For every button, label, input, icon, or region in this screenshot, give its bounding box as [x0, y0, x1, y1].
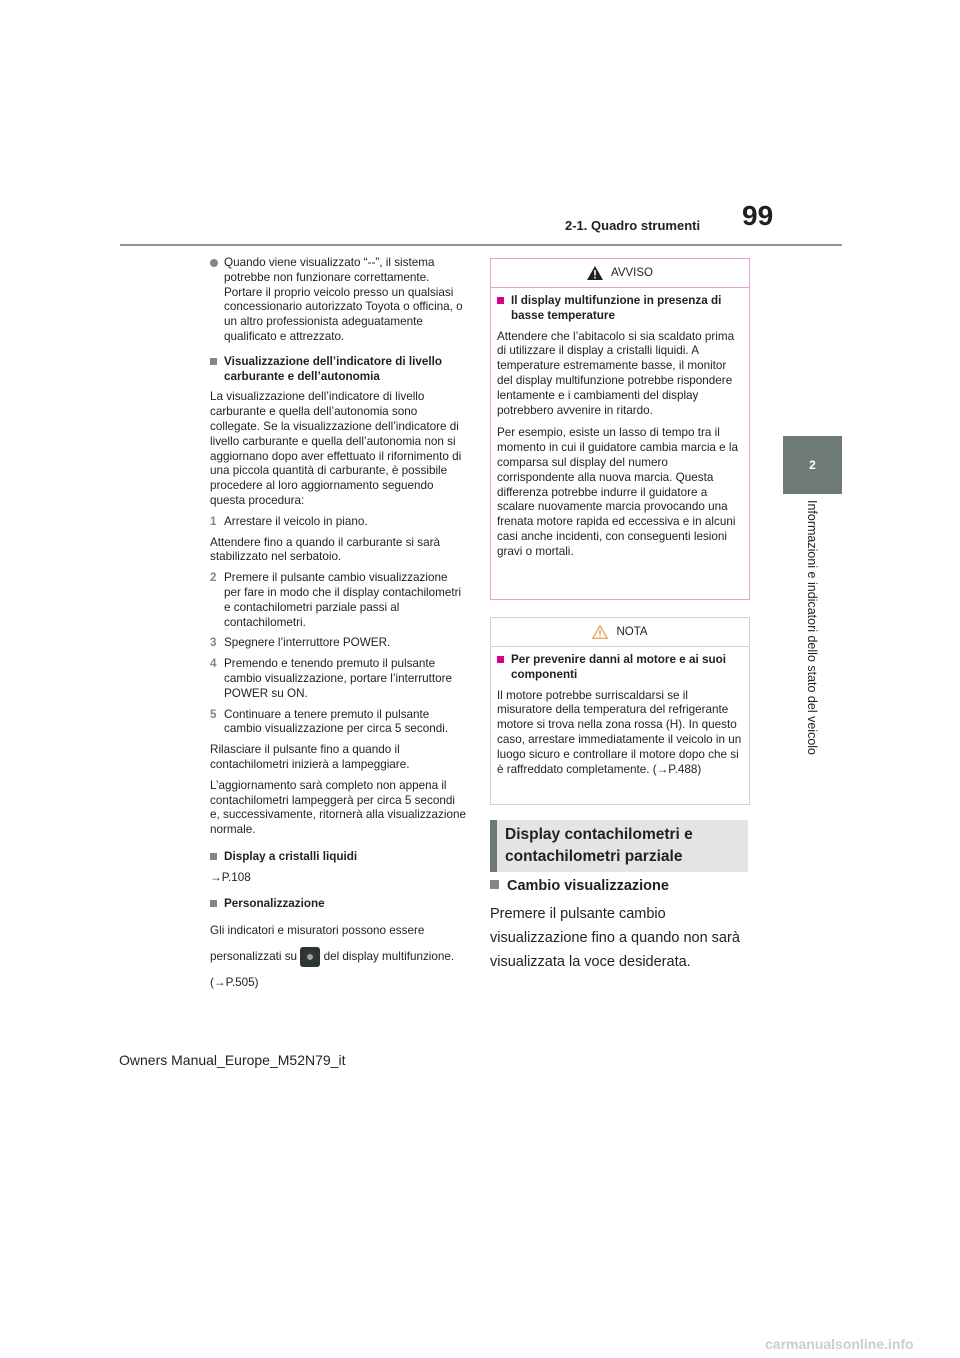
bullet-dot-icon	[210, 259, 218, 267]
header-divider	[120, 244, 842, 246]
step-item	[210, 515, 466, 530]
bullet-text: Quando viene visualizzato “--”, il sistema potrebbe non funzionare correttamente. Portare il proprio veicolo presso un qualsiasi concessionario autorizzato Toyota o officina, o un altro professionista adeguatamente qualificato e attrezzato.	[224, 256, 463, 343]
square-bullet-icon	[497, 297, 504, 304]
step-number: 2	[210, 571, 217, 585]
warning-box	[490, 258, 750, 600]
paragraph-custom	[210, 918, 466, 996]
step-number: 3	[210, 636, 217, 650]
paragraph: La visualizzazione dell’indicatore di livello carburante e quella dell’autonomia sono collegate. Se la visualizzazione dell’indicatore di livello carburante e quella dell’autonomia non si aggiornano dopo aver effettuato il rifornimento di una piccola quantità di carburante, è possibile procedere al loro aggiornamento seguendo questa procedura:	[210, 390, 462, 507]
square-bullet-icon	[497, 656, 504, 663]
step-text: Arrestare il veicolo in piano.	[224, 514, 368, 528]
chapter-side-title-text: Informazioni e indicatori dello stato del veicolo	[805, 500, 819, 755]
watermark: carmanualsonline.info	[765, 1336, 914, 1352]
paragraph: Rilasciare il pulsante fino a quando il contachilometri inizierà a lampeggiare.	[210, 743, 410, 771]
step-number: 1	[210, 514, 217, 528]
section-title: 2-1. Quadro strumenti	[565, 218, 701, 233]
note-paragraph: Il motore potrebbe surriscaldarsi se il misuratore della temperatura del refrigerante motore si trova nella zona rossa (H). In questo caso, arrestare immediatamente il veicolo in un luogo sicuro e controllare il motore dopo che si è raffreddato completamente. (→P.488)	[497, 688, 742, 776]
left-column	[210, 256, 466, 1002]
warning-header	[491, 259, 749, 288]
square-bullet-icon	[210, 853, 217, 860]
note-box	[490, 617, 750, 805]
chapter-tab[interactable]: 2	[783, 436, 842, 494]
warning-paragraph: Per esempio, esiste un lasso di tempo tra il momento in cui il guidatore cambia marcia e la comparsa sul display del numero corrispondente alla nuova marcia. Questa differenza potrebbe indurre il guidatore a scalare nuovamente marcia provocando una frenata motore rapida ed eccessiva e in alcuni casi anche incidenti, con conseguenti lesioni gravi o mortali.	[497, 426, 739, 558]
subheading-custom	[210, 897, 466, 912]
step-item	[210, 708, 466, 738]
square-bullet-icon	[490, 880, 499, 889]
step-text: Premendo e tenendo premuto il pulsante cambio visualizzazione, portare l’interruttore POWER su ON.	[224, 657, 453, 700]
subheading-fuel-text: Visualizzazione dell’indicatore di livello carburante e dell’autonomia	[224, 354, 443, 383]
subheading-custom-text: Personalizzazione	[224, 897, 325, 911]
bullet-item	[210, 256, 466, 345]
subheading-cambio-text: Cambio visualizzazione	[507, 878, 669, 894]
footer-doc-id: Owners Manual_Europe_M52N79_it	[119, 1052, 346, 1068]
page-reference-link[interactable]: →P.108	[210, 870, 251, 884]
paragraph: Attendere fino a quando il carburante si sarà stabilizzato nel serbatoio.	[210, 535, 441, 564]
step-item	[210, 571, 466, 630]
subheading-lcd-text: Display a cristalli liquidi	[224, 849, 358, 863]
custom-text-b: del display multifunzione. (→P.505)	[210, 950, 455, 990]
note-header	[491, 618, 749, 647]
warning-label: AVVISO	[611, 267, 653, 279]
step-text: Continuare a tenere premuto il pulsante cambio visualizzazione per circa 5 secondi.	[224, 707, 449, 736]
custom-text-a: Gli indicatori e misuratori possono essere personalizzati su	[210, 924, 425, 964]
note-subheading-text: Per prevenire danni al motore e ai suoi componenti	[511, 653, 726, 681]
subheading-cambio	[490, 878, 669, 894]
step-item	[210, 657, 466, 701]
subheading-lcd	[210, 850, 466, 865]
note-label: NOTA	[616, 626, 648, 638]
section-heading: Display contachilometri e contachilometri parziale	[490, 820, 748, 872]
warning-triangle-icon	[587, 266, 603, 280]
warning-body	[491, 288, 749, 560]
section-paragraph: Premere il pulsante cambio visualizzazione fino a quando non sarà visualizzata la voce desiderata.	[490, 906, 740, 970]
warning-subheading-text: Il display multifunzione in presenza di basse temperature	[511, 294, 722, 322]
chapter-side-title	[805, 500, 821, 800]
step-text: Spegnere l’interruttore POWER.	[224, 636, 391, 650]
notice-triangle-icon	[592, 625, 608, 639]
gear-icon	[300, 947, 320, 967]
page-number: 99	[742, 200, 774, 231]
step-number: 4	[210, 657, 217, 671]
step-item	[210, 636, 466, 651]
square-bullet-icon	[210, 358, 217, 365]
square-bullet-icon	[210, 900, 217, 907]
step-number: 5	[210, 707, 217, 721]
paragraph: L’aggiornamento sarà completo non appena il contachilometri lampeggerà per circa 5 secondi e, successivamente, ritornerà alla visualizzazione normale.	[210, 778, 466, 837]
step-text: Premere il pulsante cambio visualizzazione per fare in modo che il display contachilometri e contachilometri parziale passi al contachilometri.	[224, 571, 462, 629]
warning-paragraph: Attendere che l’abitacolo si sia scaldato prima di utilizzare il display a cristalli liquidi. A temperature estremamente basse, il monitor del display multifunzione potrebbe rispondere lentamente e i cambiamenti del display potrebbero avvenire in ritardo.	[497, 329, 735, 417]
note-body	[491, 647, 749, 777]
note-subheading	[497, 653, 743, 683]
warning-subheading	[497, 294, 743, 324]
subheading-fuel	[210, 355, 466, 385]
